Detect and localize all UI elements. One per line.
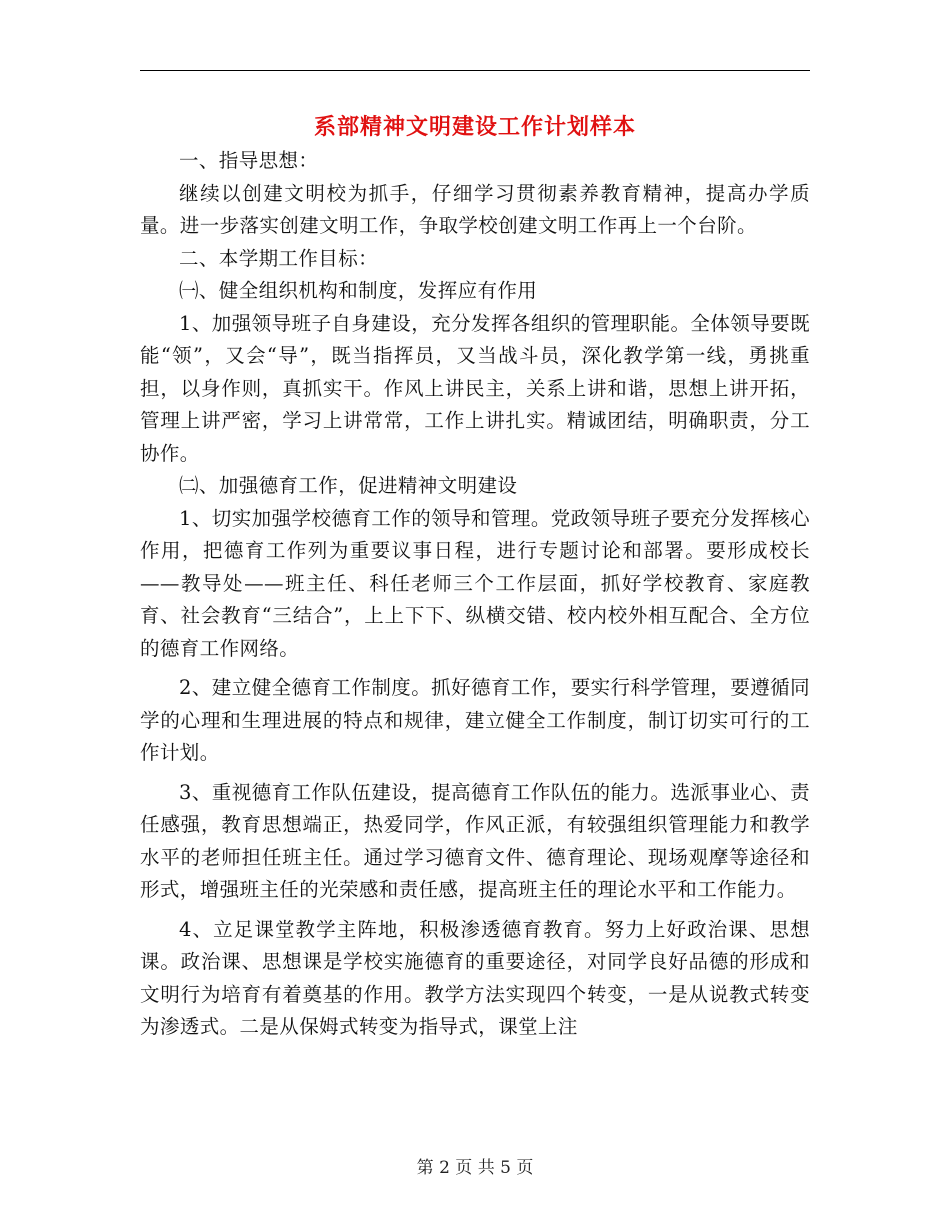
paragraph: 4、立足课堂教学主阵地，积极渗透德育教育。努力上好政治课、思想课。政治课、思想课是学校实施德育的重要途径，对同学良好品德的形成和文明行为培育有着奠基的作用。教学方法实现四个转变，一是从说教式转变为渗透式。二是从保姆式转变为指导式，课堂上注 (140, 917, 810, 1038)
paragraph: 1、切实加强学校德育工作的领导和管理。党政领导班子要充分发挥核心作用，把德育工作列为重要议事日程，进行专题讨论和部署。要形成校长——教导处——班主任、科任老师三个工作层面，抓好学校教育、家庭教育、社会教育“三结合”，上上下下、纵横交错、校内校外相互配合、全方位的德育工作网络。 (140, 506, 810, 660)
section-heading-guiding-thought: 一、指导思想： (179, 149, 319, 172)
header-rule (140, 70, 810, 71)
paragraph: 2、建立健全德育工作制度。抓好德育工作，要实行科学管理，要遵循同学的心理和生理进展的特点和规律，建立健全工作制度，制订切实可行的工作计划。 (140, 676, 810, 764)
paragraph: 3、重视德育工作队伍建设，提高德育工作队伍的能力。选派事业心、责任感强，教育思想端正，热爱同学，作风正派，有较强组织管理能力和教学水平的老师担任班主任。通过学习德育文件、德育理论、现场观摩等途径和形式，增强班主任的光荣感和责任感，提高班主任的理论水平和工作能力。 (140, 780, 810, 901)
subsection-heading-moral-education: ㈡、加强德育工作，促进精神文明建设 (179, 474, 518, 497)
page-number: 第 2 页 共 5 页 (416, 1158, 534, 1178)
document-body (140, 145, 810, 1044)
paragraph: 继续以创建文明校为抓手，仔细学习贯彻素养教育精神，提高办学质量。进一步落实创建文明工作，争取学校创建文明工作再上一个台阶。 (140, 181, 810, 237)
document-title: 系部精神文明建设工作计划样本 (313, 115, 636, 140)
section-heading-goals: 二、本学期工作目标： (179, 246, 379, 270)
subsection-heading-organization: ㈠、健全组织机构和制度，发挥应有作用 (179, 279, 538, 302)
paragraph: 1、加强领导班子自身建设，充分发挥各组织的管理职能。全体领导要既能“领”，又会“导”，既当指挥员，又当战斗员，深化教学第一线，勇挑重担，以身作则，真抓实干。作风上讲民主，关系上讲和谐，思想上讲开拓，管理上讲严密，学习上讲常常，工作上讲扎实。精诚团结，明确职责，分工协作。 (140, 311, 810, 465)
